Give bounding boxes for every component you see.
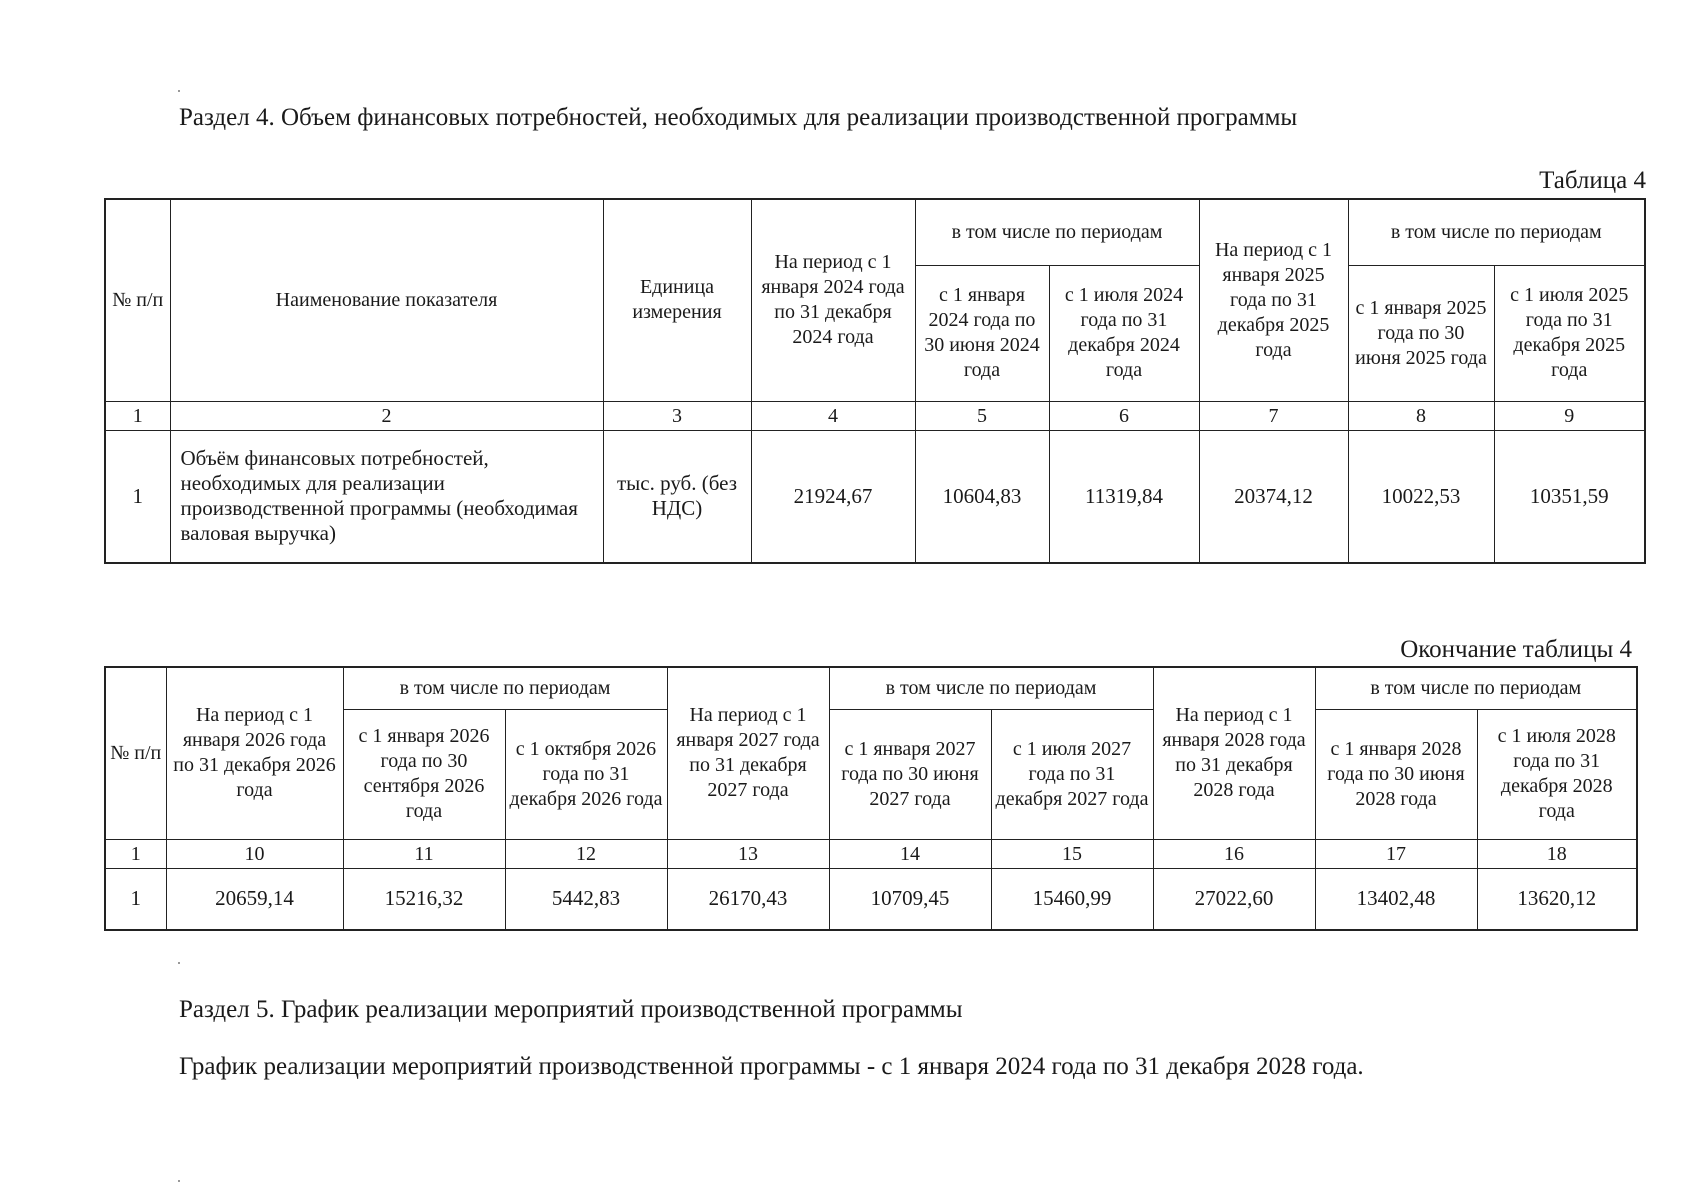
row-unit: тыс. руб. (без НДС) — [603, 430, 751, 563]
header-num: № п/п — [105, 199, 170, 401]
value-2027: 26170,43 — [667, 868, 829, 930]
header-2028-h2: с 1 июля 2028 года по 31 декабря 2028 года — [1477, 709, 1637, 839]
header-subgroup-2024: в том числе по периодам — [915, 199, 1199, 265]
col-index: 8 — [1348, 401, 1494, 430]
header-period-2027: На период с 1 января 2027 года по 31 декабря 2027 года — [667, 667, 829, 839]
row-num: 1 — [105, 430, 170, 563]
value-2025-h2: 10351,59 — [1494, 430, 1645, 563]
col-index: 18 — [1477, 839, 1637, 868]
header-name: Наименование показателя — [170, 199, 603, 401]
column-index-row — [105, 839, 1637, 868]
col-index: 3 — [603, 401, 751, 430]
col-index: 5 — [915, 401, 1049, 430]
col-index: 4 — [751, 401, 915, 430]
row-name: Объём финансовых потребностей, необходимых для реализации производственной программы (необходимая валовая выручка) — [170, 430, 603, 563]
value-2026: 20659,14 — [166, 868, 343, 930]
table-row — [105, 868, 1637, 930]
col-index: 1 — [105, 839, 166, 868]
col-index: 15 — [991, 839, 1153, 868]
col-index: 10 — [166, 839, 343, 868]
col-index: 11 — [343, 839, 505, 868]
header-unit: Единица измерения — [603, 199, 751, 401]
header-2026-a: с 1 января 2026 года по 30 сентября 2026 года — [343, 709, 505, 839]
section5-title: Раздел 5. График реализации мероприятий производственной программы — [179, 996, 963, 1023]
header-subgroup-2026: в том числе по периодам — [343, 667, 667, 709]
header-2025-h1: с 1 января 2025 года по 30 июня 2025 года — [1348, 265, 1494, 401]
value-2025-h1: 10022,53 — [1348, 430, 1494, 563]
col-index: 12 — [505, 839, 667, 868]
col-index: 16 — [1153, 839, 1315, 868]
value-2028-h1: 13402,48 — [1315, 868, 1477, 930]
row-num: 1 — [105, 868, 166, 930]
header-subgroup-2025: в том числе по периодам — [1348, 199, 1645, 265]
header-2027-h2: с 1 июля 2027 года по 31 декабря 2027 года — [991, 709, 1153, 839]
header-period-2024: На период с 1 января 2024 года по 31 декабря 2024 года — [751, 199, 915, 401]
header-subgroup-2027: в том числе по периодам — [829, 667, 1153, 709]
col-index: 2 — [170, 401, 603, 430]
value-2027-h2: 15460,99 — [991, 868, 1153, 930]
col-index: 9 — [1494, 401, 1645, 430]
header-2024-h1: с 1 января 2024 года по 30 июня 2024 года — [915, 265, 1049, 401]
column-index-row — [105, 401, 1645, 430]
financial-needs-table-continued — [104, 666, 1638, 931]
col-index: 17 — [1315, 839, 1477, 868]
value-2027-h1: 10709,45 — [829, 868, 991, 930]
value-2025: 20374,12 — [1199, 430, 1348, 563]
col-index: 13 — [667, 839, 829, 868]
header-subgroup-2028: в том числе по периодам — [1315, 667, 1637, 709]
section4-title: Раздел 4. Объем финансовых потребностей, необходимых для реализации производственной программы — [179, 104, 1298, 131]
section5-text: График реализации мероприятий производственной программы - с 1 января 2024 года по 31 декабря 2028 года. — [179, 1053, 1364, 1080]
header-period-2026: На период с 1 января 2026 года по 31 декабря 2026 года — [166, 667, 343, 839]
table-row — [105, 430, 1645, 563]
value-2024: 21924,67 — [751, 430, 915, 563]
value-2024-h2: 11319,84 — [1049, 430, 1199, 563]
header-2024-h2: с 1 июля 2024 года по 31 декабря 2024 года — [1049, 265, 1199, 401]
header-2025-h2: с 1 июля 2025 года по 31 декабря 2025 года — [1494, 265, 1645, 401]
scan-speck — [178, 90, 180, 92]
col-index: 7 — [1199, 401, 1348, 430]
value-2028: 27022,60 — [1153, 868, 1315, 930]
col-index: 14 — [829, 839, 991, 868]
header-period-2025: На период с 1 января 2025 года по 31 декабря 2025 года — [1199, 199, 1348, 401]
scan-speck — [178, 962, 180, 964]
value-2026-b: 5442,83 — [505, 868, 667, 930]
scan-speck — [178, 1180, 180, 1182]
value-2024-h1: 10604,83 — [915, 430, 1049, 563]
col-index: 1 — [105, 401, 170, 430]
header-2028-h1: с 1 января 2028 года по 30 июня 2028 года — [1315, 709, 1477, 839]
header-2027-h1: с 1 января 2027 года по 30 июня 2027 года — [829, 709, 991, 839]
table1-caption: Таблица 4 — [1539, 167, 1646, 194]
header-period-2028: На период с 1 января 2028 года по 31 декабря 2028 года — [1153, 667, 1315, 839]
financial-needs-table — [104, 198, 1646, 564]
value-2026-a: 15216,32 — [343, 868, 505, 930]
header-num: № п/п — [105, 667, 166, 839]
table2-caption: Окончание таблицы 4 — [1400, 636, 1632, 663]
value-2028-h2: 13620,12 — [1477, 868, 1637, 930]
col-index: 6 — [1049, 401, 1199, 430]
header-2026-b: с 1 октября 2026 года по 31 декабря 2026 года — [505, 709, 667, 839]
